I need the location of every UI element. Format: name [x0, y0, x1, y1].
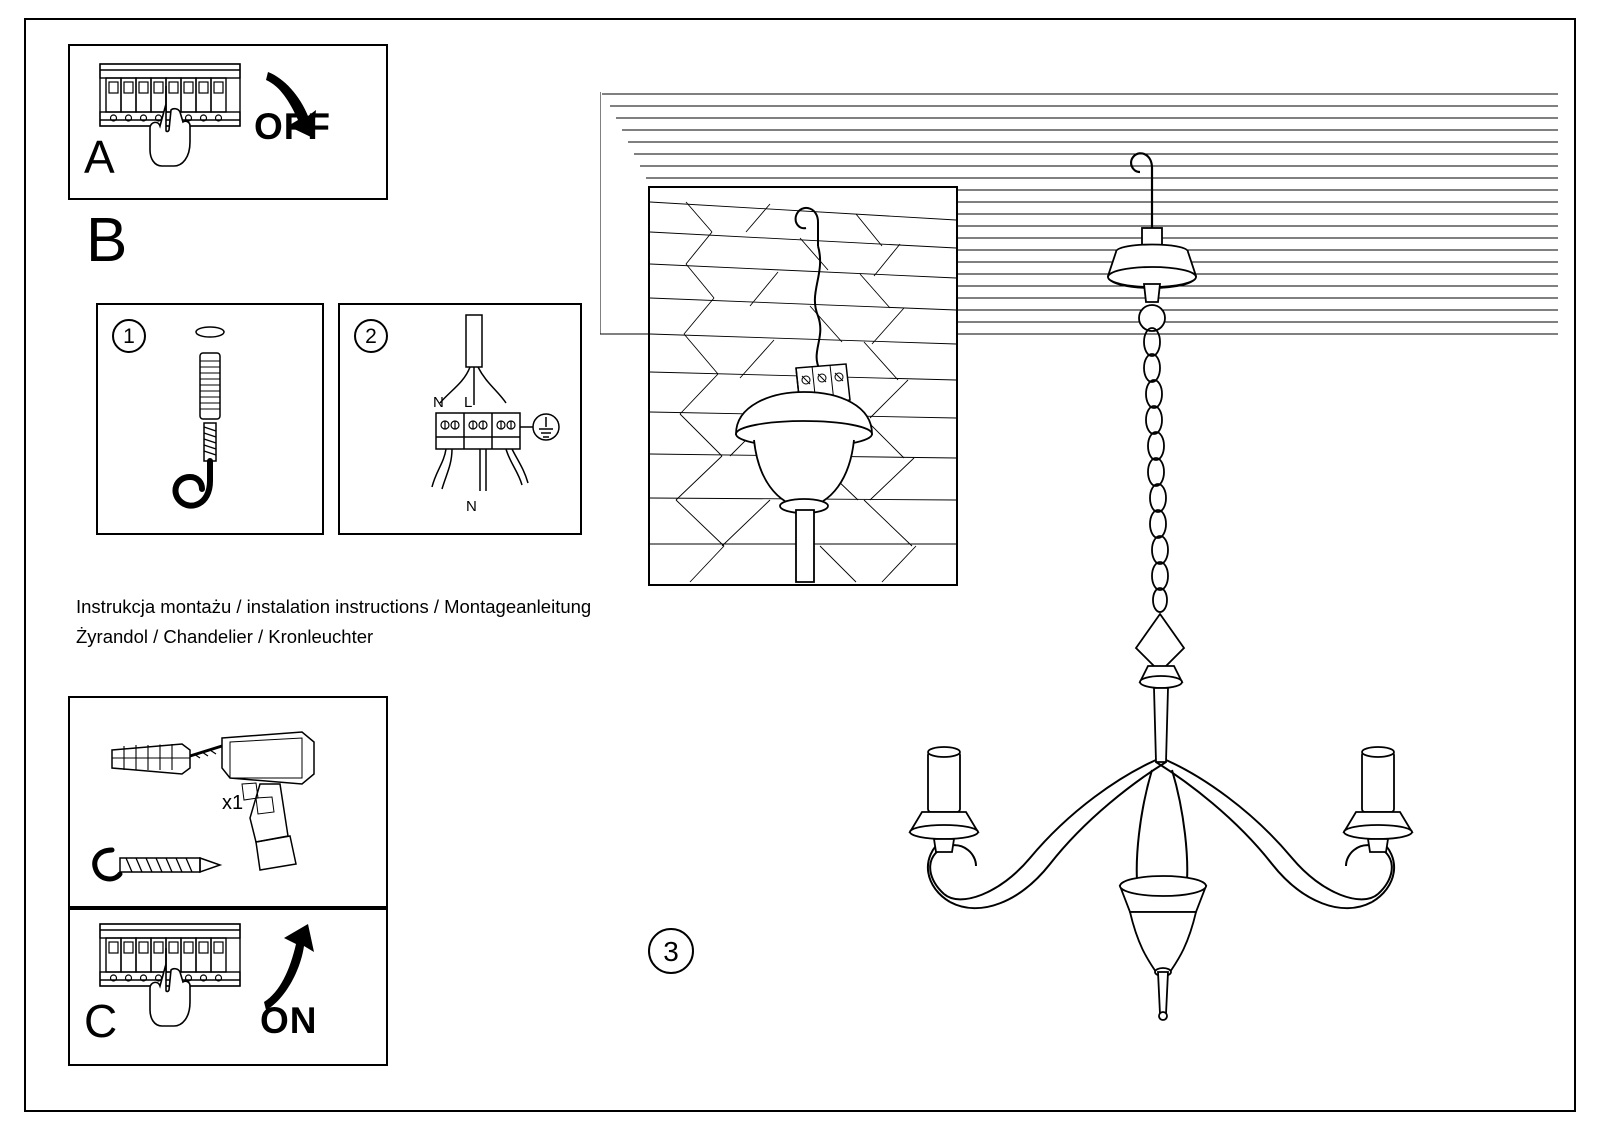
detail-canopy-dome — [736, 392, 872, 582]
chandelier-top-bracket — [1136, 614, 1184, 762]
step-b-letter: B — [86, 206, 128, 275]
arrow-up-icon — [264, 924, 314, 1010]
step-c-letter: C — [84, 995, 118, 1047]
terminal-block-wiring-illustration — [340, 305, 580, 533]
step-b1-panel — [96, 303, 324, 535]
tools-panel — [68, 696, 388, 908]
ceiling-mount-detail-panel — [648, 186, 958, 586]
candle-socket-left — [910, 747, 978, 852]
detail-hook-and-cord — [796, 208, 821, 370]
ceiling-hook-screw-illustration — [98, 305, 322, 533]
caption-block — [76, 592, 636, 652]
suspension-chain — [1144, 328, 1168, 612]
caption-line-2: Żyrandol / Chandelier / Kronleuchter — [76, 626, 374, 647]
step-a-panel — [68, 44, 388, 200]
step-b2-number: 2 — [354, 319, 388, 353]
terminal-label-l: L — [464, 394, 473, 411]
breaker-on-illustration — [70, 910, 386, 1064]
step-c-panel — [68, 908, 388, 1066]
terminal-label-n2: N — [466, 498, 477, 515]
breaker-off-illustration — [70, 46, 386, 198]
candle-socket-right — [1344, 747, 1412, 852]
step-a-letter: A — [84, 131, 115, 183]
terminal-label-n1: N — [433, 394, 444, 411]
step-a-action-label: OFF — [254, 106, 331, 147]
step-b1-number: 1 — [112, 319, 146, 353]
ceiling-mount-detail-illustration — [650, 188, 956, 584]
step-3-number: 3 — [648, 928, 694, 974]
hand-pointing-icon — [150, 948, 190, 1026]
caption-line-1: Instrukcja montażu / instalation instructions / Montageanleitung — [76, 596, 592, 617]
tool-quantity-label: x1 — [222, 792, 244, 814]
step-c-action-label: ON — [260, 1000, 318, 1041]
bottom-finial — [1120, 876, 1206, 1020]
step-b2-panel — [338, 303, 582, 535]
hand-pointing-icon — [150, 86, 190, 166]
